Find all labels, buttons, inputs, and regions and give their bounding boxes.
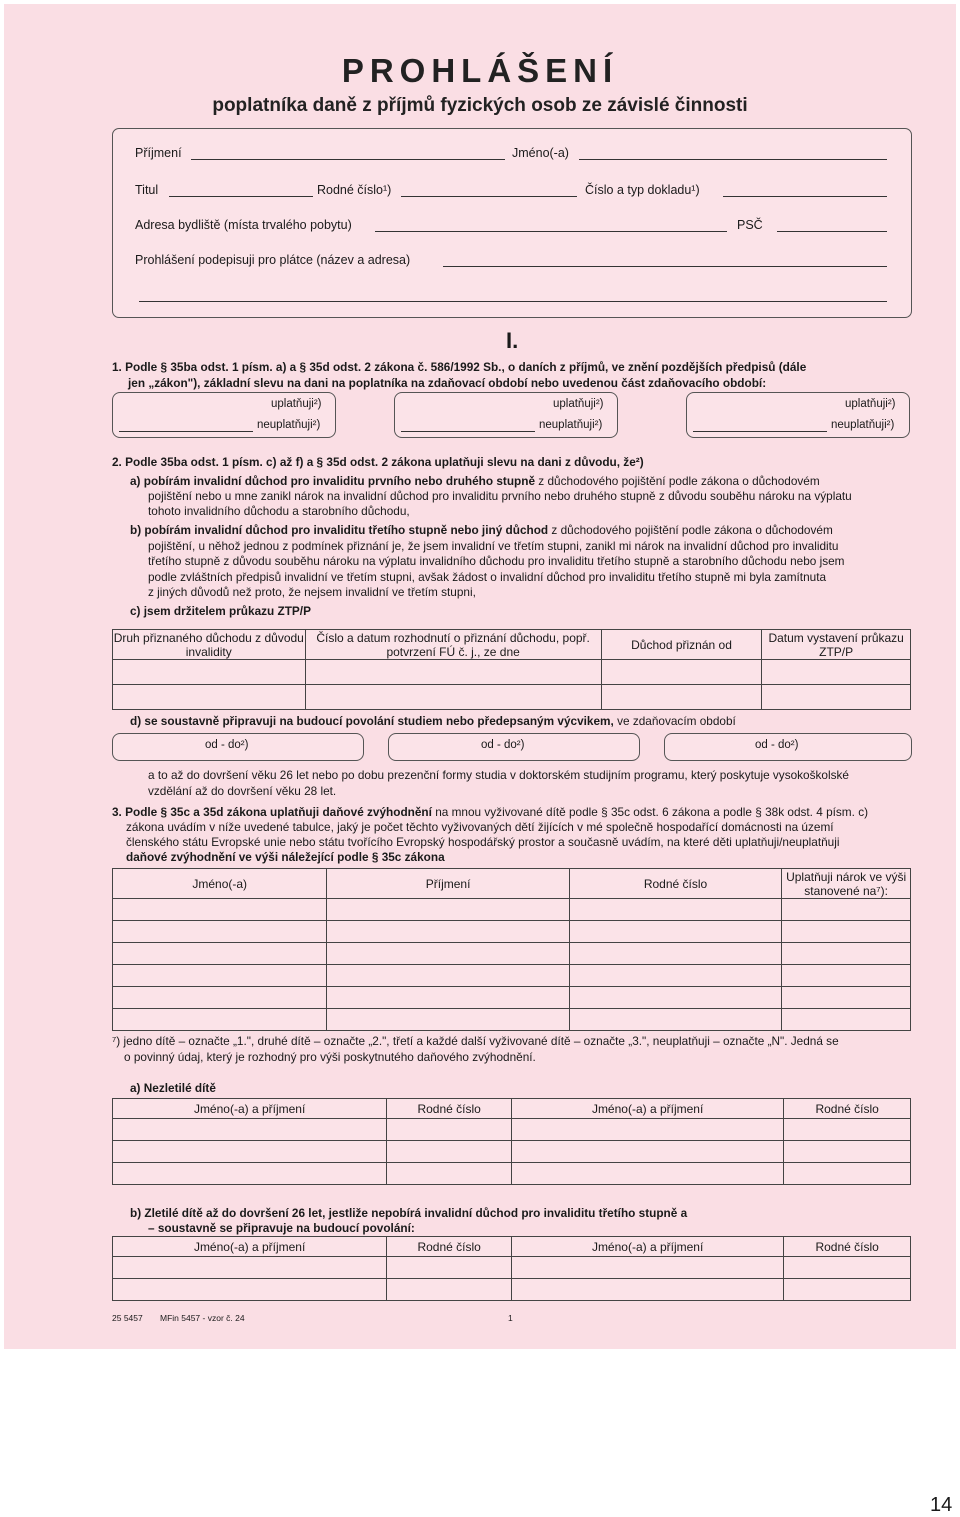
invalidity-table [112,629,911,710]
od-do-box-1[interactable] [112,733,364,761]
ch-col-rc: Rodné číslo [569,869,781,899]
s2-b-bold: b) pobírám invalidní důchod pro invaliditu třetího stupně nebo jiný důchod [130,523,549,537]
table-row [113,1009,911,1031]
invalidity-table-header [113,630,911,660]
s1-line2: jen „zákon"), základní slevu na dani na poplatníka na zdaňovací období nebo uvedenou část zdaňovacího období: [128,376,767,390]
footer-page: 1 [508,1313,513,1323]
rc-label: Rodné číslo¹) [317,183,392,197]
form-title: PROHLÁŠENÍ [341,52,619,89]
table-row [113,1163,911,1185]
doc-label: Číslo a typ dokladu¹) [585,183,700,197]
minor-children-table [112,1098,911,1185]
s3-line1-c: na mnou vyživované dítě podle § 35c odst. 6 zákona a podle § 38k odst. 4 písm. c) [431,805,869,819]
surname-field[interactable] [191,159,505,160]
adult-col-name-2: Jméno(-a) a příjmení [511,1237,783,1257]
s1-opt3-neuplatnuji[interactable]: neuplatňuji²) [831,419,895,431]
s2-c-line: c) jsem držitelem průkazu ZTP/P [130,604,311,618]
table-row [113,987,911,1009]
form-subtitle: poplatníka daně z příjmů fyzických osob ze závislé činnosti [212,95,748,116]
name-field[interactable] [579,159,887,160]
adult-col-rc-1: Rodné číslo [387,1237,512,1257]
table-row [113,965,911,987]
od-do-label-3: od - do²) [755,739,799,751]
s2-a-bold: a) pobírám invalidní důchod pro invaliditu prvního nebo druhého stupně [130,474,536,488]
s1-opt3-uplatnuji[interactable]: uplatňuji²) [845,398,896,410]
s3-line1 [112,805,868,821]
s1-line1-a: 1. Podle § 35ba odst. 1 písm. a) a § 35d odst. 2 zákona č. 586/1992 Sb. [112,360,502,374]
s3-line3: členského státu Evropské unie nebo státu tvořícího Evropský hospodářský prostor a současně uvádím, na které děti uplatňuji/neuplatňuji [126,835,840,849]
s2-heading: 2. Podle 35ba odst. 1 písm. c) až f) a § 35d odst. 2 zákona uplatňuji slevu na dani z důvodu, že²) [112,455,644,469]
s1-opt3-line[interactable] [693,431,827,432]
address-label: Adresa bydliště (místa trvalého pobytu) [135,218,352,232]
s2-d-line3: vzdělání až do dovršení věku 28 let. [148,784,337,798]
footer-code: 25 5457 [112,1313,143,1323]
s2-d-line1 [130,714,736,730]
s2-d-rest: ve zdaňovacím období [613,714,736,728]
personal-data-box [112,128,912,318]
adult-col-name-1: Jméno(-a) a příjmení [113,1237,387,1257]
table-row [113,1257,911,1279]
s1-line1-b: , o daních z příjmů, ve znění pozdějších předpisů (dále [501,360,807,374]
psc-label: PSČ [737,218,763,232]
payer-label: Prohlášení podepisuji pro plátce (název a adresa) [135,253,411,267]
payer-field-line2[interactable] [139,301,887,302]
inv-col-decision: Číslo a datum rozhodnutí o přiznání důchodu, popř. potvrzení FÚ č. j., ze dne [305,630,601,660]
minor-col-rc-2: Rodné číslo [784,1099,911,1119]
minor-col-name-1: Jméno(-a) a příjmení [113,1099,387,1119]
s2-a-line2: pojištění nebo u mne zanikl nárok na invalidní důchod pro invaliditu prvního nebo druhého stupně z důvodu souběhu nároku na výplatu [148,489,852,503]
s1-option-box-1[interactable] [112,392,336,438]
rc-field[interactable] [401,196,577,197]
od-do-label-2: od - do²) [481,739,525,751]
s3-b-title-2: – soustavně se připravuje na budoucí povolání: [148,1221,415,1235]
payer-field[interactable] [443,266,887,267]
s1-line1 [112,360,806,376]
s3-line2: zákona uvádím v níže uvedené tabulce, jaký je počet těchto vyživovaných dětí žijících v mé společně hospodařící domácnosti na území [126,820,834,834]
ch-col-surname: Příjmení [327,869,569,899]
s2-d-line2: a to až do dovršení věku 26 let nebo po dobu prezenční formy studia v doktorském studijním programu, který poskytuje vysokoškolské [148,768,849,782]
s2-d-bold: d) se soustavně připravuji na budoucí povolání studiem nebo předepsaným výcvikem, [130,714,614,728]
table-row [113,943,911,965]
table-row [113,1119,911,1141]
s1-option-box-2[interactable] [394,392,618,438]
titul-label: Titul [135,183,159,197]
surname-label: Příjmení [135,146,182,160]
table-row [113,899,911,921]
s2-b-line4: podle zvláštních předpisů invalidní ve třetím stupni, avšak žádost o invalidní důchod pro invaliditu třetího stupně mi byla zamítnuta [148,570,827,584]
ch-col-name: Jméno(-a) [113,869,327,899]
titul-field[interactable] [169,196,313,197]
s1-opt1-line[interactable] [119,431,253,432]
children-table-header [113,869,911,899]
name-label: Jméno(-a) [512,146,569,160]
inv-col-from: Důchod přiznán od [601,630,762,660]
table-row [113,1141,911,1163]
s2-b-line1 [130,523,833,539]
minor-col-rc-1: Rodné číslo [387,1099,512,1119]
inv-col-ztpp: Datum vystavení průkazu ZTP/P [762,630,911,660]
table-row [113,921,911,943]
ch-col-claim: Uplatňuji nárok ve výši stanovené na⁷): [782,869,911,899]
children-table [112,868,911,1031]
s1-opt1-uplatnuji[interactable]: uplatňuji²) [271,398,322,410]
table-row [113,685,911,710]
s3-a-title: a) Nezletilé dítě [130,1081,216,1095]
s1-opt2-line[interactable] [401,431,535,432]
s1-opt2-neuplatnuji[interactable]: neuplatňuji²) [539,419,603,431]
s3-line4: daňové zvýhodnění ve výši náležející podle § 35c zákona [126,850,445,864]
adult-children-table [112,1236,911,1301]
footer-form: MFin 5457 - vzor č. 24 [160,1313,245,1323]
s2-a-line1 [130,474,820,490]
inv-col-type: Druh přiznaného důchodu z důvodu invalidity [113,630,304,659]
s2-a-rest: z důchodového pojištění podle zákona o důchodovém [535,474,820,488]
table-row [113,1279,911,1301]
od-do-box-2[interactable] [388,733,640,761]
section-roman-numeral: I. [506,328,519,353]
s2-a-line3: tohoto invalidního důchodu a starobního důchodu, [148,504,410,518]
s3-line1-b: daňové zvýhodnění [322,805,432,819]
s3-note-line2: o povinný údaj, který je rozhodný pro výši poskytnutého daňového zvýhodnění. [124,1050,536,1064]
s3-note-line1: ⁷) jedno dítě – označte „1.", druhé dítě – označte „2.", třetí a každé další vyživované dítě – označte „3.", neuplatňuji – označte „N". Jedná se [112,1034,839,1048]
adult-col-rc-2: Rodné číslo [784,1237,911,1257]
doc-field[interactable] [723,196,887,197]
s3-line1-a: 3. Podle § 35c a 35d zákona uplatňuji [112,805,323,819]
minor-table-header [113,1099,911,1119]
form-sheet [4,4,956,1349]
s2-b-line5: z jiných důvodů než proto, že nejsem invalidní ve třetím stupni, [148,585,476,599]
s1-option-box-3[interactable] [686,392,910,438]
page-number: 14 [930,1494,953,1516]
s3-b-title-1: b) Zletilé dítě až do dovršení 26 let, jestliže nepobírá invalidní důchod pro invaliditu třetího stupně a [130,1206,688,1220]
address-field[interactable] [375,231,727,232]
s2-b-line3: třetího stupně z důvodu souběhu nároku na výplatu invalidního důchodu pro invaliditu třetího stupně a starobního důchodu nebo jsem [148,554,845,568]
od-do-label-1: od - do²) [205,739,249,751]
od-do-box-3[interactable] [664,733,912,761]
s2-b-line2: pojištění, u něhož jednou z podmínek přiznání je, že jsem invalidní ve třetím stupni, zanikl mi nárok na invalidní důchod pro invaliditu [148,539,839,553]
minor-col-name-2: Jméno(-a) a příjmení [511,1099,783,1119]
s2-b-rest: z důchodového pojištění podle zákona o důchodovém [548,523,833,537]
table-row [113,660,911,685]
s1-opt2-uplatnuji[interactable]: uplatňuji²) [553,398,604,410]
s1-opt1-neuplatnuji[interactable]: neuplatňuji²) [257,419,321,431]
adult-table-header [113,1237,911,1257]
psc-field[interactable] [777,231,887,232]
